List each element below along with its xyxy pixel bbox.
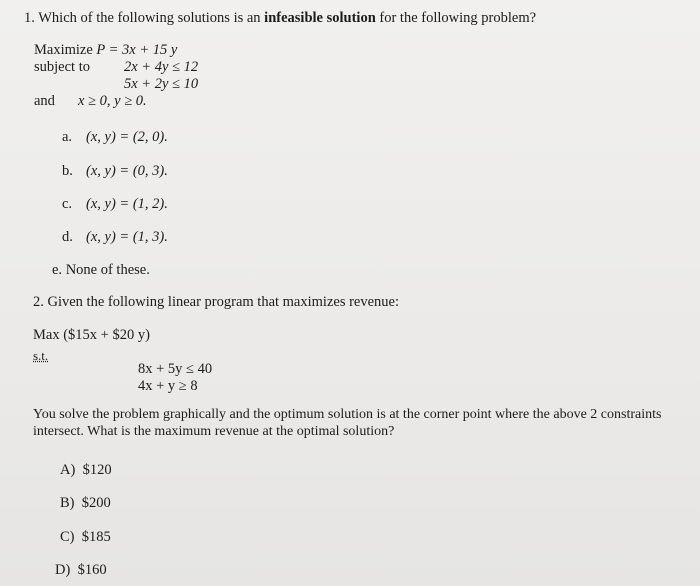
q2-option-a-text: $120 xyxy=(82,462,112,478)
q2-option-c-text: $185 xyxy=(81,529,111,545)
q2-option-c-letter: C) xyxy=(60,529,75,545)
q1-prompt-suffix: for the following problem? xyxy=(375,10,537,26)
q2-constraint-2: 4x + y ≥ 8 xyxy=(138,378,198,394)
q2-option-a-letter: A) xyxy=(60,462,76,478)
q1-objective: P = 3x + 15 y xyxy=(96,42,178,58)
q1-option-c-text: (x, y) = (1, 2). xyxy=(86,196,168,212)
q1-objective-line xyxy=(34,41,177,59)
q2-option-b[interactable] xyxy=(60,494,111,512)
q2-st-label: s.t. xyxy=(33,348,49,363)
q2-objective: Max ($15x + $20 y) xyxy=(33,327,150,343)
q2-prompt: 2. Given the following linear program that maximizes revenue: xyxy=(33,294,400,310)
q1-prompt-prefix: 1. Which of the following solutions is an xyxy=(24,10,265,26)
q1-subject-to-label: subject to xyxy=(34,59,90,75)
q1-option-a-letter[interactable]: a. xyxy=(62,129,73,145)
q1-option-d-text: (x, y) = (1, 3). xyxy=(86,229,168,245)
q1-option-a-text: (x, y) = (2, 0). xyxy=(86,129,168,145)
q2-option-d-text: $160 xyxy=(77,562,107,578)
q1-option-d-letter[interactable]: d. xyxy=(62,229,73,245)
q2-option-a[interactable] xyxy=(60,461,112,479)
q1-option-b-text: (x, y) = (0, 3). xyxy=(86,163,168,179)
q2-option-b-letter: B) xyxy=(60,495,75,511)
q2-option-d-letter: D) xyxy=(55,562,71,578)
q2-option-d[interactable] xyxy=(55,561,107,579)
q1-option-e[interactable] xyxy=(52,261,150,279)
q1-prompt xyxy=(24,9,536,27)
q2-body-line-2: intersect. What is the maximum revenue at the optimal solution? xyxy=(33,424,395,439)
q2-body-line-1: You solve the problem graphically and the optimum solution is at the corner point where the above 2 constraints xyxy=(33,407,662,422)
q2-constraint-1: 8x + 5y ≤ 40 xyxy=(138,361,213,377)
q1-option-e-text: None of these. xyxy=(65,262,150,278)
q1-maximize-label: Maximize xyxy=(34,42,97,58)
q1-constraint-1: 2x + 4y ≤ 12 xyxy=(124,59,199,75)
q1-constraint-2: 5x + 2y ≤ 10 xyxy=(124,76,199,92)
q2-option-b-text: $200 xyxy=(81,495,111,511)
q2-option-c[interactable] xyxy=(60,528,111,546)
q1-option-b-letter[interactable]: b. xyxy=(62,163,73,179)
q1-option-e-letter: e. xyxy=(52,262,63,278)
q1-option-c-letter[interactable]: c. xyxy=(62,196,73,212)
q1-and-label: and xyxy=(34,93,55,109)
q1-nonneg: x ≥ 0, y ≥ 0. xyxy=(78,93,147,109)
q1-prompt-bold: infeasible solution xyxy=(264,10,376,26)
